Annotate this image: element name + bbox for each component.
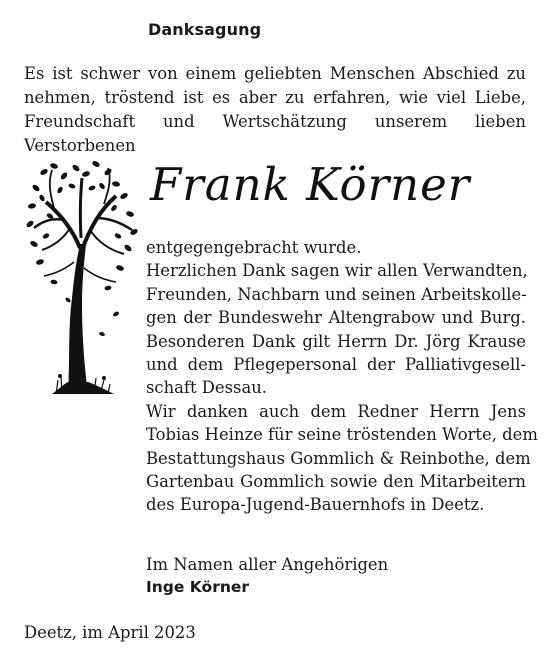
body-line: Freunden, Nachbarn und seinen Arbeitskolle- xyxy=(146,284,527,304)
place-date: Deetz, im April 2023 xyxy=(24,623,196,642)
thanks-paragraph xyxy=(146,236,538,517)
signature-block xyxy=(146,553,388,600)
body-line: entgegengebracht wurde. xyxy=(146,238,362,257)
signature-name: Inge Körner xyxy=(146,578,250,597)
body-line: Tobias Heinze für seine tröstenden Worte, dem xyxy=(146,425,538,445)
intro-line: nehmen, tröstend ist es aber zu erfahren, wie viel Liebe, xyxy=(24,88,526,107)
intro-line: Freundschaft und Wertschätzung unserem lieben Verstorbenen xyxy=(24,112,526,155)
body-line: des Europa-Jugend-Bauernhofs in Deetz. xyxy=(146,495,485,515)
body-line: schaft Dessau. xyxy=(146,378,267,398)
tree-icon xyxy=(24,158,139,398)
body-line: Gartenbau Gommlich sowie den Mitarbeitern xyxy=(146,472,526,492)
body-line: und dem Pflegepersonal der Palliativgesell- xyxy=(146,355,526,375)
notice-heading: Danksagung xyxy=(148,20,262,39)
body-line: gen der Bundeswehr Altengrabow und Burg. xyxy=(146,308,526,328)
body-line: Besonderen Dank gilt Herrn Dr. Jörg Krause xyxy=(146,331,526,351)
body-line: Bestattungshaus Gommlich & Reinbothe, dem xyxy=(146,448,531,468)
signature-line: Im Namen aller Angehörigen xyxy=(146,555,389,574)
deceased-name: Frank Körner xyxy=(150,158,471,211)
intro-line: Es ist schwer von einem geliebten Menschen Abschied zu xyxy=(24,64,526,83)
body-line: Wir danken auch dem Redner Herrn Jens xyxy=(146,401,526,421)
intro-paragraph xyxy=(24,62,526,158)
body-line: Herzlichen Dank sagen wir allen Verwandten, xyxy=(146,261,528,281)
